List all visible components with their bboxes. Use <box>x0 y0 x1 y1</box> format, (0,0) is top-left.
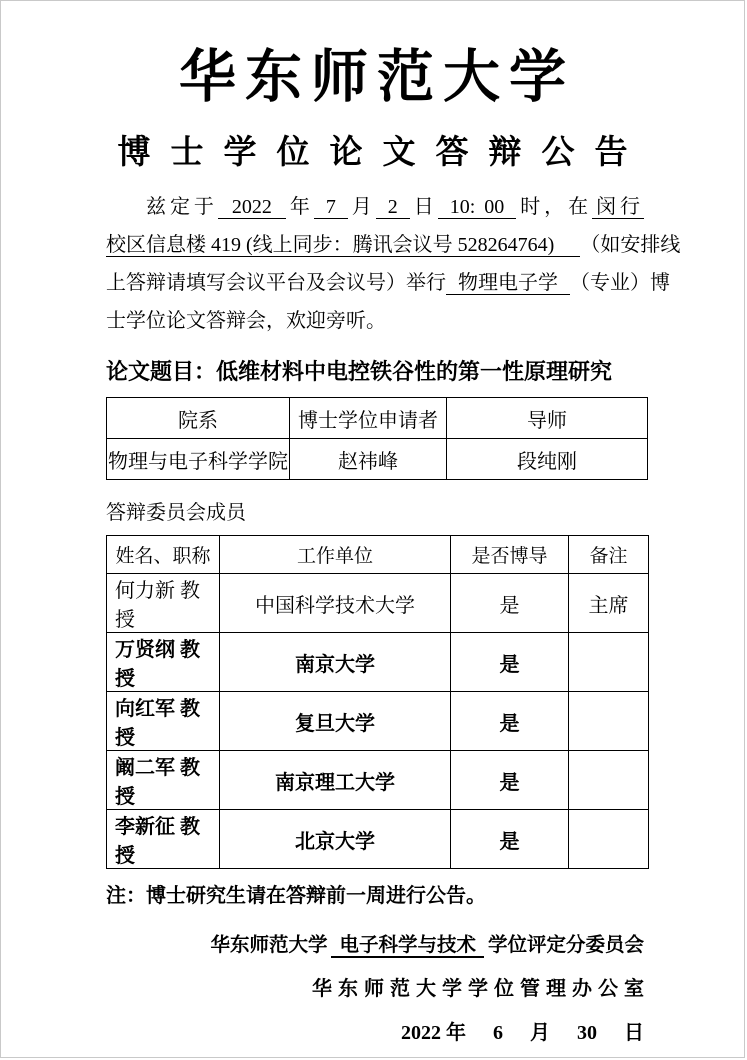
date-day-value: 30 <box>577 1022 597 1044</box>
member-name: 万贤纲 教授 <box>107 633 220 692</box>
member-name: 阚二军 教授 <box>107 751 220 810</box>
info-table-header-row <box>107 398 648 439</box>
header-supervisor: 导师 <box>447 398 648 439</box>
intro-line-4: 士学位论文答辩会，欢迎旁听。 <box>106 310 386 332</box>
signature-subcommittee <box>106 932 644 960</box>
header-department: 院系 <box>107 398 290 439</box>
committee-row <box>107 633 649 692</box>
member-note <box>569 751 649 810</box>
footer-note: 注：博士研究生请在答辩前一周进行公告。 <box>106 885 486 907</box>
intro-paragraph <box>106 188 681 340</box>
header-affiliation: 工作单位 <box>220 536 451 574</box>
member-affiliation: 复旦大学 <box>220 692 451 751</box>
intro-pre-text: 兹定于 <box>146 196 218 218</box>
defense-year-value: 2022 <box>218 196 286 219</box>
date-year-label: 年 <box>446 1022 466 1044</box>
time-label: 时，在 <box>516 196 593 218</box>
member-note <box>569 692 649 751</box>
thesis-title-label: 论文题目： <box>106 359 217 384</box>
header-name-title: 姓名、职称 <box>107 536 220 574</box>
location-rest-value: 校区信息楼 419 (线上同步：腾讯会议号 528264764) <box>106 234 580 257</box>
document-body <box>106 188 681 1047</box>
signature-degree-office: 华东师范大学学位管理办公室 <box>312 978 650 1000</box>
intro-line-1 <box>106 188 644 226</box>
department-value: 物理与电子科学学院 <box>107 439 290 480</box>
thesis-title-line <box>106 357 644 387</box>
thesis-title-value: 低维材料中电控铁谷性的第一性原理研究 <box>216 359 613 384</box>
member-is-supervisor: 是 <box>451 633 569 692</box>
major-value: 物理电子学 <box>446 272 570 295</box>
day-label: 日 <box>409 196 438 218</box>
intro-line2-tail: （如安排线 <box>580 234 681 256</box>
member-affiliation: 南京理工大学 <box>220 751 451 810</box>
committee-row <box>107 692 649 751</box>
info-table-data-row <box>107 439 648 480</box>
committee-header-row <box>107 536 649 574</box>
intro-line3-pre: 上答辩请填写会议平台及会议号）举行 <box>106 272 446 294</box>
defense-day-value: 2 <box>376 196 410 219</box>
intro-line-3 <box>106 264 670 302</box>
applicant-info-table <box>106 397 648 480</box>
signature-committee-suffix: 学位评定分委员会 <box>487 935 644 956</box>
committee-table <box>106 535 649 869</box>
applicant-value: 赵祎峰 <box>290 439 447 480</box>
header-note: 备注 <box>569 536 649 574</box>
defense-time-value: 10: 00 <box>438 196 517 219</box>
member-note <box>569 633 649 692</box>
location-start-value: 闵行 <box>592 196 644 219</box>
date-month-value: 6 <box>493 1022 503 1044</box>
member-name: 李新征 教授 <box>107 810 220 869</box>
member-is-supervisor: 是 <box>451 692 569 751</box>
supervisor-value: 段纯刚 <box>447 439 648 480</box>
date-year-value: 2022 <box>401 1022 441 1044</box>
committee-row <box>107 810 649 869</box>
member-affiliation: 南京大学 <box>220 633 451 692</box>
intro-line3-post: （专业）博 <box>570 272 670 294</box>
committee-row <box>107 751 649 810</box>
header-applicant: 博士学位申请者 <box>290 398 447 439</box>
defense-month-value: 7 <box>314 196 348 219</box>
date-month-label: 月 <box>530 1022 550 1044</box>
member-name: 何力新 教授 <box>107 574 220 633</box>
member-is-supervisor: 是 <box>451 810 569 869</box>
committee-section-label: 答辩委员会成员 <box>106 502 246 524</box>
date-day-label: 日 <box>624 1022 644 1044</box>
member-affiliation: 北京大学 <box>220 810 451 869</box>
header-is-supervisor: 是否博导 <box>451 536 569 574</box>
committee-row <box>107 574 649 633</box>
signature-division-value: 电子科学与技术 <box>331 935 484 958</box>
signature-date <box>106 1019 644 1047</box>
signature-university: 华东师范大学 <box>210 935 328 956</box>
member-affiliation: 中国科学技术大学 <box>220 574 451 633</box>
signature-block <box>106 932 650 1047</box>
member-note <box>569 810 649 869</box>
member-is-supervisor: 是 <box>451 574 569 633</box>
announcement-title: 博士学位论文答辩公告 <box>117 135 648 171</box>
year-label: 年 <box>285 196 314 218</box>
university-title: 华东师范大学 <box>179 46 575 109</box>
member-note: 主席 <box>569 574 649 633</box>
intro-line-2 <box>106 226 681 264</box>
member-name: 向红军 教授 <box>107 692 220 751</box>
month-label: 月 <box>347 196 376 218</box>
member-is-supervisor: 是 <box>451 751 569 810</box>
